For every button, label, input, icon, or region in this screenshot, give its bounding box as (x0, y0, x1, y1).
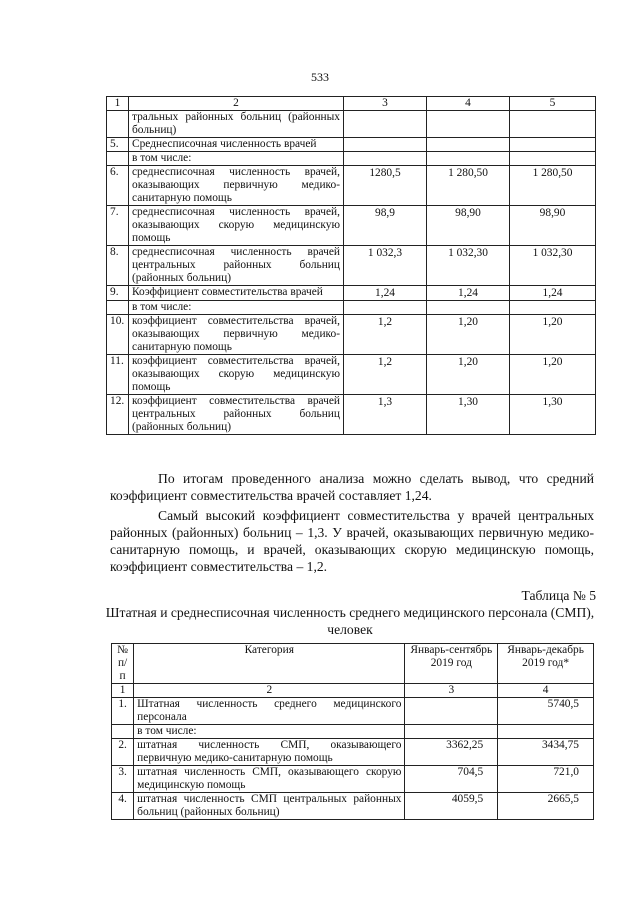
row-number: 9. (107, 286, 129, 301)
row-number: 2. (112, 739, 134, 766)
row-number: 10. (107, 315, 129, 355)
row-label: коэффициент совместительства врачей, оказывающих скорую медицинскую помощь (129, 355, 344, 395)
row-label: штатная численность СМП центральных районных больниц (районных больниц) (134, 793, 405, 820)
table-label: Таблица № 5 (521, 588, 596, 603)
value-cell: 1,30 (510, 395, 596, 435)
row-number: 11. (107, 355, 129, 395)
row-label: тральных районных больниц (районных больниц) (129, 111, 344, 138)
highest-coefficient-paragraph: Самый высокий коэффициент совместительства у врачей центральных районных (районных) больниц – 1,3. У врачей, оказывающих первичную медико-санитарную помощь, и врачей, оказывающих скорую медицинскую помощь, коэффициент совместительства – 1,2. (110, 508, 594, 574)
table-row (107, 138, 596, 152)
value-cell: 1,24 (427, 286, 510, 301)
table-row (107, 152, 596, 166)
value-cell (510, 111, 596, 138)
value-cell: 1,24 (510, 286, 596, 301)
column-header: Январь-декабрь 2019 год* (498, 644, 594, 684)
value-cell: 1,20 (510, 355, 596, 395)
value-cell (405, 725, 498, 739)
row-label: в том числе: (129, 152, 344, 166)
table-row (107, 206, 596, 246)
row-number: 4. (112, 793, 134, 820)
value-cell (498, 725, 594, 739)
table-title-row (112, 644, 594, 684)
value-cell (344, 301, 427, 315)
doctors-table (106, 96, 596, 435)
row-label: штатная численность СМП, оказывающего первичную медико-санитарную помощь (134, 739, 405, 766)
value-cell: 1 280,50 (510, 166, 596, 206)
row-label: среднесписочная численность врачей, оказывающих первичную медико-санитарную помощь (129, 166, 344, 206)
value-cell: 1 032,3 (344, 246, 427, 286)
value-cell (344, 138, 427, 152)
column-header: Январь-сентябрь 2019 год (405, 644, 498, 684)
value-cell: 1,2 (344, 355, 427, 395)
value-cell (510, 152, 596, 166)
row-label: в том числе: (129, 301, 344, 315)
value-cell: 1,20 (427, 315, 510, 355)
row-label: Штатная численность среднего медицинского персонала (134, 698, 405, 725)
value-cell: 1,20 (510, 315, 596, 355)
row-number: 12. (107, 395, 129, 435)
value-cell: 98,90 (427, 206, 510, 246)
nursing-staff-table (111, 643, 594, 820)
table-row (107, 246, 596, 286)
column-number: 1 (112, 684, 134, 698)
table-header-row (112, 684, 594, 698)
row-label: коэффициент совместительства врачей центральных районных больниц (районных больниц) (129, 395, 344, 435)
value-cell (510, 138, 596, 152)
column-header: 3 (344, 97, 427, 111)
value-cell (510, 301, 596, 315)
value-cell: 721,0 (498, 766, 594, 793)
row-number: 8. (107, 246, 129, 286)
table-row (107, 166, 596, 206)
row-number (112, 725, 134, 739)
value-cell: 1,20 (427, 355, 510, 395)
row-number: 7. (107, 206, 129, 246)
table-row (112, 766, 594, 793)
table-row (107, 315, 596, 355)
value-cell: 1,24 (344, 286, 427, 301)
value-cell: 3434,75 (498, 739, 594, 766)
column-header: Категория (134, 644, 405, 684)
table-row (112, 793, 594, 820)
table-row (107, 395, 596, 435)
row-label: коэффициент совместительства врачей, оказывающих первичную медико-санитарную помощь (129, 315, 344, 355)
column-number: 4 (498, 684, 594, 698)
row-number: 5. (107, 138, 129, 152)
row-label: среднесписочная численность врачей, оказывающих скорую медицинскую помощь (129, 206, 344, 246)
value-cell (427, 111, 510, 138)
value-cell: 1,30 (427, 395, 510, 435)
value-cell (405, 698, 498, 725)
row-number: 6. (107, 166, 129, 206)
table-header-row (107, 97, 596, 111)
table-row (107, 355, 596, 395)
value-cell (344, 152, 427, 166)
table-row (112, 739, 594, 766)
column-number: 2 (134, 684, 405, 698)
column-header: 1 (107, 97, 129, 111)
value-cell (344, 111, 427, 138)
table-row (112, 698, 594, 725)
value-cell: 98,9 (344, 206, 427, 246)
row-number: 3. (112, 766, 134, 793)
table-title: Штатная и среднесписочная численность среднего медицинского персонала (СМП), человек (105, 605, 595, 637)
value-cell (427, 152, 510, 166)
row-label: штатная численность СМП, оказывающего скорую медицинскую помощь (134, 766, 405, 793)
row-label: Среднесписочная численность врачей (129, 138, 344, 152)
row-number (107, 111, 129, 138)
column-header: 5 (510, 97, 596, 111)
value-cell: 1 280,50 (427, 166, 510, 206)
value-cell (427, 138, 510, 152)
value-cell: 704,5 (405, 766, 498, 793)
page-number: 533 (311, 70, 329, 84)
table-row (107, 301, 596, 315)
column-header: 2 (129, 97, 344, 111)
value-cell: 1,2 (344, 315, 427, 355)
row-label: Коэффициент совместительства врачей (129, 286, 344, 301)
row-number (107, 301, 129, 315)
column-header: № п/п (112, 644, 134, 684)
table-row (112, 725, 594, 739)
value-cell: 98,90 (510, 206, 596, 246)
value-cell: 1280,5 (344, 166, 427, 206)
row-number: 1. (112, 698, 134, 725)
value-cell: 1,3 (344, 395, 427, 435)
value-cell: 2665,5 (498, 793, 594, 820)
conclusion-paragraph: По итогам проведенного анализа можно сделать вывод, что средний коэффициент совместительства врачей составляет 1,24. (110, 471, 594, 503)
value-cell: 1 032,30 (510, 246, 596, 286)
value-cell: 1 032,30 (427, 246, 510, 286)
value-cell (427, 301, 510, 315)
row-label: в том числе: (134, 725, 405, 739)
column-number: 3 (405, 684, 498, 698)
value-cell: 3362,25 (405, 739, 498, 766)
row-number (107, 152, 129, 166)
row-label: среднесписочная численность врачей центральных районных больниц (районных больниц) (129, 246, 344, 286)
table-row (107, 286, 596, 301)
value-cell: 5740,5 (498, 698, 594, 725)
table-row (107, 111, 596, 138)
column-header: 4 (427, 97, 510, 111)
value-cell: 4059,5 (405, 793, 498, 820)
